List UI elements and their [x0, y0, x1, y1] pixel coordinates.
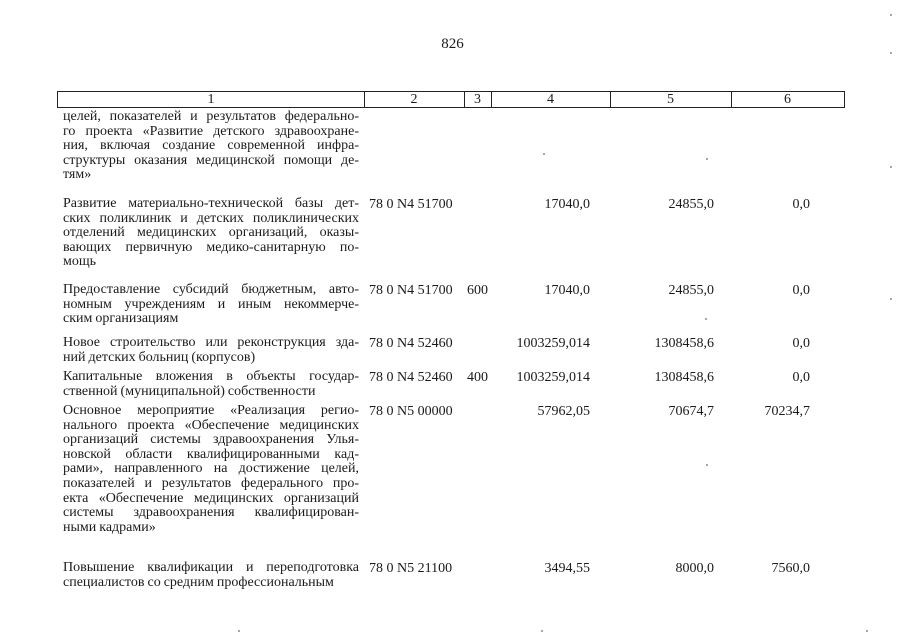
- row-name-line: организаций системы здравоохранения Улья-: [63, 432, 359, 448]
- row-value-col4: 1003259,014: [516, 336, 590, 351]
- scan-speck: [890, 166, 892, 168]
- row-value-col5: 1308458,6: [654, 370, 714, 385]
- row-vr: 600: [467, 283, 488, 298]
- row-code: 78 0 N4 51700: [369, 283, 453, 298]
- row-name: [63, 370, 359, 399]
- header-col-3: 3: [464, 92, 492, 107]
- row-value-col6: 0,0: [792, 283, 810, 298]
- row-value-col5: 70674,7: [668, 404, 714, 419]
- scan-speck: [238, 630, 240, 632]
- header-col-4: 4: [491, 92, 611, 107]
- row-code: 78 0 N4 51700: [369, 197, 453, 212]
- row-value-col4: 3494,55: [544, 561, 590, 576]
- scan-speck: [706, 158, 708, 160]
- row-name: [63, 283, 359, 327]
- row-name: [63, 110, 359, 183]
- header-col-5: 5: [610, 92, 732, 107]
- row-name-line: номным учреждениям и иным некоммерче-: [63, 296, 359, 312]
- row-name-line: новской области квалифицированными кад-: [63, 446, 359, 462]
- row-name-line: нального проекта «Обеспечение медицинских: [63, 417, 359, 433]
- row-name-line: Предоставление субсидий бюджетным, авто-: [63, 282, 359, 297]
- row-name-line: системы здравоохранения квалифицирован-: [63, 505, 359, 521]
- row-value-col6: 0,0: [792, 336, 810, 351]
- row-name-line: ными кадрами»: [63, 519, 156, 535]
- scan-speck: [706, 464, 708, 466]
- row-value-col6: 70234,7: [764, 404, 810, 419]
- row-name-line: целей, показателей и результатов федерально-: [63, 109, 359, 124]
- scan-speck: [866, 630, 868, 632]
- row-name-line: Новое строительство или реконструкция зда-: [63, 335, 359, 350]
- row-value-col5: 8000,0: [675, 561, 714, 576]
- row-name-line: отделений медицинских организаций, оказы-: [63, 225, 359, 241]
- row-name-line: ний детских больниц (корпусов): [63, 349, 256, 365]
- row-name-line: тям»: [63, 167, 92, 183]
- row-value-col5: 24855,0: [668, 197, 714, 212]
- scan-speck: [705, 318, 707, 320]
- row-code: 78 0 N5 21100: [369, 561, 453, 576]
- row-value-col6: 0,0: [792, 197, 810, 212]
- header-col-6: 6: [784, 92, 791, 107]
- row-name-line: Капитальные вложения в объекты государ-: [63, 369, 359, 384]
- header-col-2: 2: [364, 92, 465, 107]
- row-name-line: рами», направленного на достижение целей,: [63, 461, 359, 477]
- row-name: [63, 197, 359, 270]
- row-name-line: ским организациям: [63, 311, 179, 327]
- row-vr: 400: [467, 370, 488, 385]
- row-name-line: мощь: [63, 254, 97, 270]
- table-header: [57, 91, 845, 108]
- scan-speck: [543, 153, 545, 155]
- row-code: 78 0 N4 52460: [369, 370, 453, 385]
- row-name-line: специалистов со средним профессиональным: [63, 574, 334, 590]
- row-name-line: структуры оказания медицинской помощи де-: [63, 152, 359, 168]
- row-name-line: Повышение квалификации и переподготовка: [63, 560, 359, 575]
- row-name: [63, 336, 359, 365]
- row-name-line: ния, включая создание современной инфра-: [63, 138, 359, 154]
- row-name-line: Развитие материально-технической базы дет-: [63, 196, 359, 211]
- row-name-line: екта «Обеспечение медицинских организаций: [63, 490, 359, 506]
- row-name: [63, 404, 359, 535]
- row-code: 78 0 N4 52460: [369, 336, 453, 351]
- row-value-col4: 1003259,014: [516, 370, 590, 385]
- row-value-col4: 17040,0: [544, 197, 590, 212]
- scan-speck: [890, 298, 892, 300]
- scan-speck: [541, 630, 543, 632]
- scan-speck: [890, 52, 892, 54]
- row-name-line: Основное мероприятие «Реализация регио-: [63, 403, 359, 418]
- header-col-1: 1: [58, 92, 365, 107]
- row-name-line: показателей и результатов федерального про-: [63, 475, 359, 491]
- row-value-col6: 7560,0: [771, 561, 810, 576]
- row-name-line: ских поликлиник и детских поликлинических: [63, 210, 359, 226]
- row-value-col4: 57962,05: [537, 404, 590, 419]
- row-name-line: го проекта «Развитие детского здравоохране-: [63, 123, 359, 139]
- row-value-col4: 17040,0: [544, 283, 590, 298]
- row-name-line: вающих первичную медико-санитарную по-: [63, 239, 359, 255]
- page-number: 826: [441, 36, 464, 52]
- row-value-col5: 24855,0: [668, 283, 714, 298]
- row-name-line: ственной (муниципальной) собственности: [63, 383, 316, 399]
- row-value-col5: 1308458,6: [654, 336, 714, 351]
- scan-speck: [890, 14, 892, 16]
- row-name: [63, 561, 359, 590]
- row-value-col6: 0,0: [792, 370, 810, 385]
- row-code: 78 0 N5 00000: [369, 404, 453, 419]
